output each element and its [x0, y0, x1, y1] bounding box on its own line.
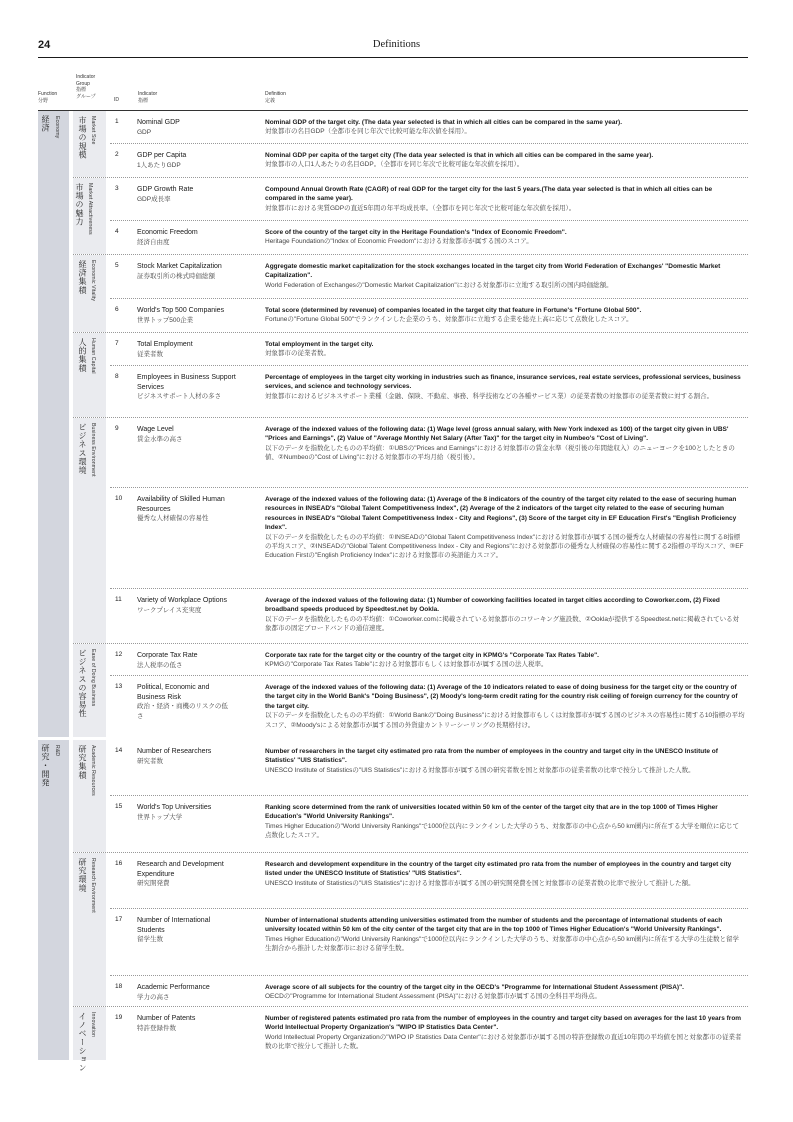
row-id: 19	[115, 1014, 123, 1021]
definition-cell: Ranking score determined from the rank of universities located within 50 km of the center of the target city that are in the top 1000 of Times Higher Education's "World University Rankings". Times Higher Educationの"World University Rankings"で1000位以内にランクインした大学のうち、対象都市の中心点から50 km圏内に所在する大学を順位に応じて点数化したスコア。	[265, 804, 740, 840]
column-header-indicator-group: Indicator Group 指標 グループ	[76, 74, 96, 100]
group-cell: 研究集積 Academic Resources	[73, 740, 106, 852]
table-row	[110, 418, 748, 487]
row-id: 7	[115, 340, 119, 347]
table-row	[110, 909, 748, 975]
definition-cell: Compound Annual Growth Rate (CAGR) of real GDP for the target city for the last 5 years.(The data year selected is that in which all cities can be compared in the same year). 対象都市における実質GDPの直近5年間の年平均成長率。（全都市を同じ年次で比較可能な年次値を採用）。	[265, 186, 713, 212]
group-cell: 経済集積 Economic Vitality	[73, 255, 106, 332]
indicator-cell: Political, Economic and Business Risk 政治・経済・商機のリスクの低さ	[137, 684, 228, 720]
table-row	[110, 976, 748, 1006]
definition-cell: Aggregate domestic market capitalization for the stock exchanges located in the target city from World Federation of Exchanges' "Domestic Market Capitalization". World Federation of Exchangesの"Domestic Market Capitalization"における対象都市に立地する取引所の国内時価総額。	[265, 263, 721, 289]
table-row	[110, 111, 748, 143]
function-label-jp: 研究・開発	[41, 744, 50, 787]
indicator-cell: Total Employment 従業者数	[137, 341, 193, 358]
row-id: 5	[115, 262, 119, 269]
definition-cell: Average of the indexed values of the following data: (1) Average of the 10 indicators related to ease of doing business for the target city or the country of the target city in the World Bank's "Doing Business", (2) Moody's long-term credit rating for the country risk ceiling of foreign currency for the country of the target city. 以下のデータを指数化したものの平均値：①World Bankの"Doing Business"における対象都市もしくは対象都市が属する国のビジネスの容易性に関する10指標の平均スコア、②Moody'sによる対象都市が属する国の外貨建カントリーシーリングの長期格付け。	[265, 684, 745, 729]
table-row	[110, 589, 748, 643]
indicator-cell: Stock Market Capitalization 証券取引所の株式時価総額	[137, 263, 222, 280]
group-cell: ビジネス環境 Business Environment	[73, 418, 106, 643]
indicator-cell: Economic Freedom 経済自由度	[137, 229, 198, 246]
indicator-cell: Number of Patents 特許登録件数	[137, 1015, 196, 1032]
row-id: 1	[115, 118, 119, 125]
row-id: 16	[115, 860, 123, 867]
row-id: 6	[115, 306, 119, 313]
definition-cell: Research and development expenditure in the country of the target city estimated pro rata from the number of employees in the country and target city listed under the UNESCO Institute of Statistics' "UIS Statistics". UNESCO Institute of Statisticsの"UIS Statistics"における対象都市が属する国の研究開発費を国と対象都市の従業者数の比率で按分して推計した額。	[265, 861, 732, 887]
row-id: 12	[115, 651, 123, 658]
indicator-cell: GDP per Capita 1人あたりGDP	[137, 152, 187, 169]
row-id: 18	[115, 983, 123, 990]
table-row	[110, 299, 748, 332]
group-cell: イノベーション Innovation	[73, 1007, 106, 1060]
indicator-cell: GDP Growth Rate GDP成長率	[137, 186, 194, 203]
table-row	[110, 221, 748, 254]
indicator-cell: Availability of Skilled Human Resources 優秀な人材確保の容易性	[137, 496, 225, 522]
row-id: 9	[115, 425, 119, 432]
function-label-en: R&D	[54, 745, 60, 757]
definition-cell: Total employment in the target city. 対象都市の従業者数。	[265, 341, 374, 358]
indicator-cell: Research and Development Expenditure 研究開発費	[137, 861, 224, 887]
definition-cell: Average score of all subjects for the country of the target city in the OECD's "Programme for International Student Assessment (PISA)". OECDの"Programme for International Student Assessment (PISA)"における対象都市が属する国の全科目平均得点。	[265, 984, 684, 1001]
table-row	[110, 366, 748, 417]
definition-cell: Percentage of employees in the target city working in industries such as finance, insurance services, real estate services, professional services, business services, and science and technology services. 対象都市におけるビジネスサポート業種（金融、保険、不動産、事務、科学技術などの各種サービス業）の従業者数の対象都市の従業者数に対する割合。	[265, 374, 741, 400]
definition-cell: Score of the country of the target city in the Heritage Foundation's "Index of Economic Freedom". Heritage Foundationの"Index of Economic Freedom"における対象都市が属する国のスコア。	[265, 229, 567, 246]
definition-cell: Number of international students attending universities estimated from the number of students and the percentage of international students of each university located within 50 km of the city center of the target city that are in the top 1000 of Times Higher Education's "World University Rankings". Times Higher Educationの"World University Rankings"で1000位以内にランクインした大学のうち、対象都市の中心点から50 km圏内に所在する大学の生徒数と留学生割合から推計した対象都市における留学生数。	[265, 917, 740, 953]
table-row	[110, 178, 748, 220]
table-row	[110, 740, 748, 795]
table-row	[110, 333, 748, 365]
table-row	[110, 255, 748, 298]
column-header-function: Function 分野	[38, 91, 58, 104]
function-band-rnd	[38, 740, 69, 1060]
definition-cell: Average of the indexed values of the following data: (1) Number of coworking facilities located in target cities according to Coworker.com, (2) Fixed broadband speeds produced by Speedtest.net by Ookla. 以下のデータを指数化したものの平均値：①Coworker.comに掲載されている対象都市のコワーキング施設数、②Ooklaが提供するSpeedtest.netに掲載されている対象都市の固定ブロードバンドの通信速度。	[265, 597, 740, 633]
definition-cell: Nominal GDP of the target city. (The data year selected is that in which all cities can be compared in the same year). 対象都市の名目GDP（全都市を同じ年次で比較可能な年次値を採用）。	[265, 119, 623, 136]
indicator-cell: Academic Performance 学力の高さ	[137, 984, 210, 1001]
group-cell: 研究環境 Research Environment	[73, 853, 106, 1006]
definition-cell: Total score (determined by revenue) of companies located in the target city that feature in Fortune's "Fortune Global 500". Fortuneの"Fortune Global 500"でランクインした企業のうち、対象都市に立地する企業を総売上高に応じて点数化したスコア。	[265, 307, 642, 324]
table-row	[110, 796, 748, 852]
table-row	[110, 1007, 748, 1060]
definition-cell: Number of registered patents estimated pro rata from the number of employees in the country and target city based on averages for the last 10 years from World Intellectual Property Organization's "WIPO IP Statistics Data Center". World Intellectual Property Organizationの"WIPO IP Statistics Data Center"における対象都市が属する国の特許登録数の直近10年間の平均値を国と対象都市の従業者数の比率で按分して推計した数。	[265, 1015, 742, 1051]
group-cell: ビジネスの容易性 Ease of Doing Business	[73, 644, 106, 737]
row-id: 17	[115, 916, 123, 923]
row-id: 3	[115, 185, 119, 192]
table-row	[110, 853, 748, 908]
row-id: 13	[115, 683, 123, 690]
indicator-cell: Corporate Tax Rate 法人税率の低さ	[137, 652, 198, 669]
indicator-cell: Wage Level 賃金水準の高さ	[137, 426, 183, 443]
definition-cell: Average of the indexed values of the following data: (1) Wage level (gross annual salary, with New York indexed as 100) of the target city given in UBS' "Prices and Earnings", (2) Value of "Average Monthly Net Salary (After Tax)" for the target city in Numbeo's "Cost of Living". 以下のデータを指数化したものの平均値：①UBSの"Prices and Earnings"における対象都市の賃金水準（税引後の年間総収入）のニューヨークを100としたときの値、②Numbeoの"Cost of Living"における対象都市の平均月給（税引後）。	[265, 426, 735, 462]
function-label-en: Economy	[54, 116, 60, 139]
row-id: 8	[115, 373, 119, 380]
page-title: Definitions	[372, 39, 421, 50]
indicator-cell: Variety of Workplace Options ワークプレイス充実度	[137, 597, 228, 614]
definition-cell: Corporate tax rate for the target city or the country of the target city in KPMG's "Corporate Tax Rates Table". KPMGの"Corporate Tax Rates Table"における対象都市もしくは対象都市が属する国の法人税率。	[265, 652, 599, 669]
indicator-cell: World's Top Universities 世界トップ大学	[137, 804, 212, 821]
definition-cell: Number of researchers in the target city estimated pro rata from the number of employees in the country and target city in the UNESCO Institute of Statistics' "UIS Statistics". UNESCO Institute of Statisticsの"UIS Statistics"における対象都市が属する国の研究者数を国と対象都市の従業者数の比率で按分して推計した人数。	[265, 748, 718, 774]
indicator-cell: Nominal GDP GDP	[137, 119, 180, 136]
indicator-cell: Number of International Students 留学生数	[137, 917, 211, 943]
table-row	[110, 676, 748, 737]
row-id: 10	[115, 495, 123, 502]
definition-cell: Average of the indexed values of the following data: (1) Average of the 8 indicators of the country of the target city related to the ease of securing human resources in INSEAD's "Global Talent Competitiveness Index", (2) Average of the 2 indicators of the target city related to the ease of securing human resources in INSEAD's "Global Talent Competitiveness Index - City and Regions", (3) Score of the target city in EF Education First's "English Proficiency Index". 以下のデータを指数化したものの平均値：①INSEADの"Global Talent Competitiveness Index"における対象都市が属する国の優秀な人材確保の容易性に関する8指標の平均スコア、②INSEADの"Global Talent Competitiveness Index - City and Regions"における対象都市の優秀な人材確保の容易性に関する2指標の平均スコア、③EF Education Firstの"English Proficiency Index"における対象都市の英語能力スコア。	[265, 496, 744, 560]
group-cell: 市場の魅力 Market Attractiveness	[73, 178, 106, 254]
table-row	[110, 144, 748, 177]
page-number: 24	[38, 39, 51, 51]
row-id: 15	[115, 803, 123, 810]
row-id: 2	[115, 151, 119, 158]
function-band-economy	[38, 111, 69, 737]
column-header-definition: Definition 定義	[265, 91, 286, 104]
indicator-cell: Employees in Business Support Services ビジネスサポート人材の多さ	[137, 374, 236, 400]
group-cell: 市場の規模 Market Size	[73, 111, 106, 177]
indicator-cell: World's Top 500 Companies 世界トップ500企業	[137, 307, 225, 324]
row-id: 4	[115, 228, 119, 235]
row-id: 14	[115, 747, 123, 754]
indicator-cell: Number of Researchers 研究者数	[137, 748, 212, 765]
group-cell: 人的集積 Human Capital	[73, 333, 106, 417]
header-rule	[38, 57, 748, 58]
row-id: 11	[115, 596, 122, 603]
table-row	[110, 644, 748, 675]
table-row	[110, 488, 748, 588]
function-label-jp: 経済	[41, 115, 50, 133]
column-header-id: ID	[114, 97, 119, 103]
column-header-indicator: Indicator 指標	[138, 91, 158, 104]
definition-cell: Nominal GDP per capita of the target city (The data year selected is that in which all cities can be compared in the same year). 対象都市の人口1人あたりの名目GDP。（全都市を同じ年次で比較可能な年次値を採用）。	[265, 152, 654, 169]
